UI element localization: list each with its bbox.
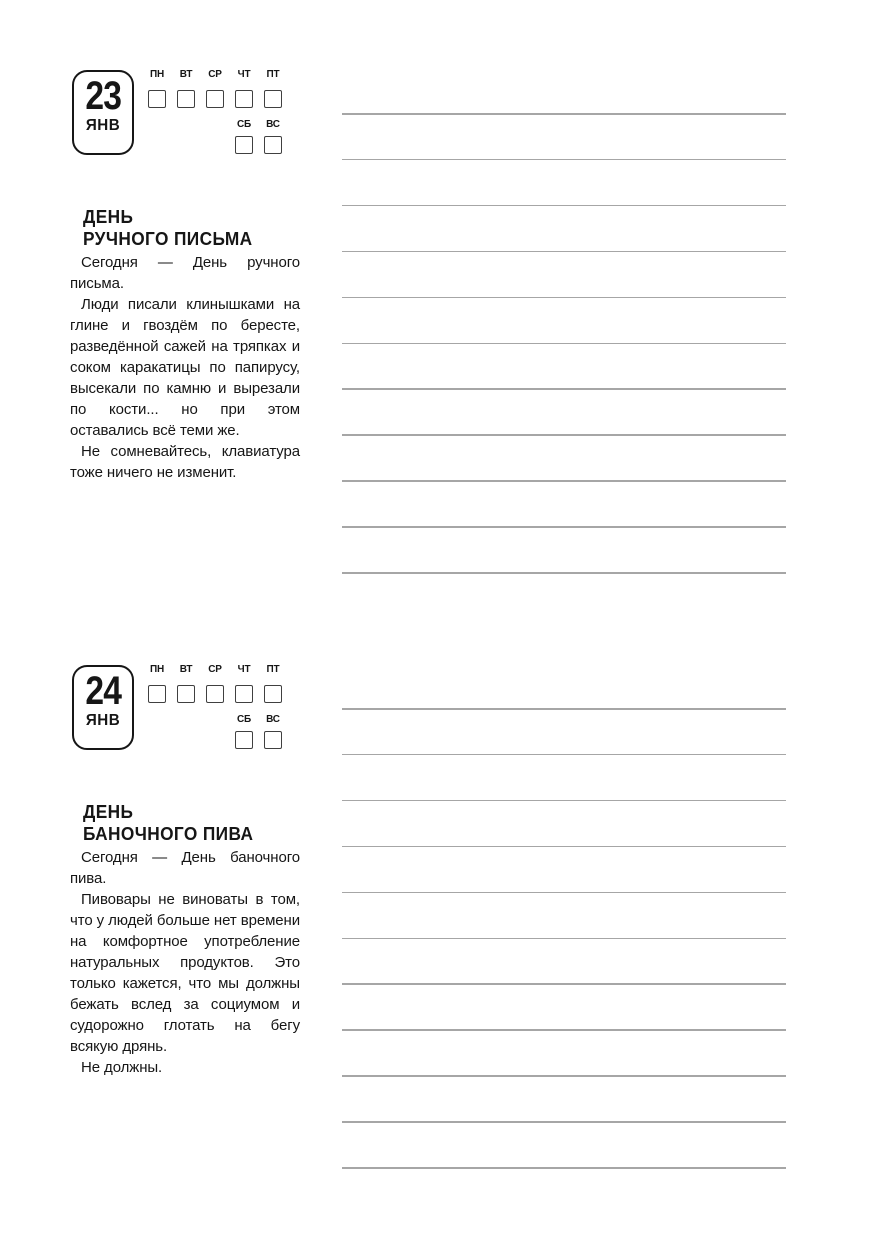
entry-title	[83, 206, 252, 251]
weekday-checkbox-tue	[177, 685, 195, 703]
note-line	[342, 251, 786, 253]
weekday-label-fri: ПТ	[266, 69, 280, 80]
weekday-checkbox-mon	[148, 685, 166, 703]
note-line	[342, 800, 786, 802]
weekday-label-sun: ВС	[266, 119, 280, 130]
weekday-checkbox-fri	[264, 90, 282, 108]
note-line	[342, 708, 786, 710]
weekday-checkbox-sun	[264, 731, 282, 749]
weekday-label-sat: СБ	[236, 714, 251, 725]
entry-title-line1: ДЕНЬ	[83, 801, 134, 822]
notes-area	[342, 113, 786, 575]
date-badge	[72, 70, 134, 155]
weekday-label-mon: ПН	[149, 69, 164, 80]
note-line	[342, 526, 786, 528]
entry-paragraph: Сегодня — День ручного письма.	[70, 254, 300, 292]
note-line	[342, 983, 786, 985]
entry-paragraph: Не сомневайтесь, клавиатура тоже ничего не изменит.	[70, 443, 300, 481]
entry-paragraph: Люди писали клинышками на глине и гвоздём по бересте, разведённой сажей на тряпках и соком каракатицы по папирусу, высекали по камню и вырезали по кости... но при этом оставались всё теми же.	[70, 296, 300, 439]
entry-text	[70, 847, 300, 1078]
entry-paragraph: Пивовары не виноваты в том, что у людей больше нет времени на комфортное употребление натуральных продуктов. Это только кажется, что мы должны бежать вслед за социумом и судорожно глотать на бегу всякую дрянь.	[70, 891, 300, 1055]
note-line	[342, 113, 786, 115]
weekday-checkbox-sat	[235, 731, 253, 749]
note-line	[342, 892, 786, 894]
date-badge	[72, 665, 134, 750]
weekday-label-thu: ЧТ	[237, 69, 251, 80]
weekday-checkbox-sat	[235, 136, 253, 154]
note-line	[342, 388, 786, 390]
note-line	[342, 572, 786, 574]
note-line	[342, 434, 786, 436]
note-line	[342, 159, 786, 161]
note-line	[342, 1029, 786, 1031]
weekday-checkbox-wed	[206, 685, 224, 703]
entry-title-line2: БАНОЧНОГО ПИВА	[83, 824, 254, 845]
weekday-label-mon: ПН	[149, 664, 164, 675]
weekday-label-sun: ВС	[266, 714, 280, 725]
date-day: 24	[85, 669, 121, 713]
entry-title-line2: РУЧНОГО ПИСЬМА	[83, 229, 253, 250]
note-line	[342, 938, 786, 940]
note-line	[342, 205, 786, 207]
diary-entry-jan-24	[0, 595, 874, 1215]
note-line	[342, 1075, 786, 1077]
weekday-label-thu: ЧТ	[237, 664, 251, 675]
weekday-checkbox-mon	[148, 90, 166, 108]
weekday-checkboxes	[148, 69, 284, 155]
weekday-label-tue: ВТ	[179, 664, 193, 675]
note-line	[342, 480, 786, 482]
note-line	[342, 343, 786, 345]
note-line	[342, 1121, 786, 1123]
weekday-checkbox-thu	[235, 90, 253, 108]
entry-text	[70, 252, 300, 483]
weekday-label-tue: ВТ	[179, 69, 193, 80]
weekday-checkboxes	[148, 664, 284, 750]
weekday-checkbox-sun	[264, 136, 282, 154]
date-month: ЯНВ	[85, 712, 121, 729]
weekday-checkbox-wed	[206, 90, 224, 108]
entry-paragraph: Сегодня — День баночного пива.	[70, 849, 300, 887]
note-line	[342, 846, 786, 848]
entry-title	[83, 801, 253, 846]
weekday-label-sat: СБ	[236, 119, 251, 130]
note-line	[342, 1167, 786, 1169]
note-line	[342, 297, 786, 299]
notes-area	[342, 708, 786, 1170]
entry-paragraph: Не должны.	[81, 1059, 163, 1076]
note-line	[342, 754, 786, 756]
weekday-checkbox-tue	[177, 90, 195, 108]
weekday-label-wed: СР	[208, 69, 222, 80]
weekday-checkbox-thu	[235, 685, 253, 703]
date-day: 23	[85, 74, 121, 118]
weekday-checkbox-fri	[264, 685, 282, 703]
weekday-label-wed: СР	[208, 664, 222, 675]
entry-title-line1: ДЕНЬ	[83, 206, 134, 227]
date-month: ЯНВ	[85, 117, 121, 134]
weekday-label-fri: ПТ	[266, 664, 280, 675]
